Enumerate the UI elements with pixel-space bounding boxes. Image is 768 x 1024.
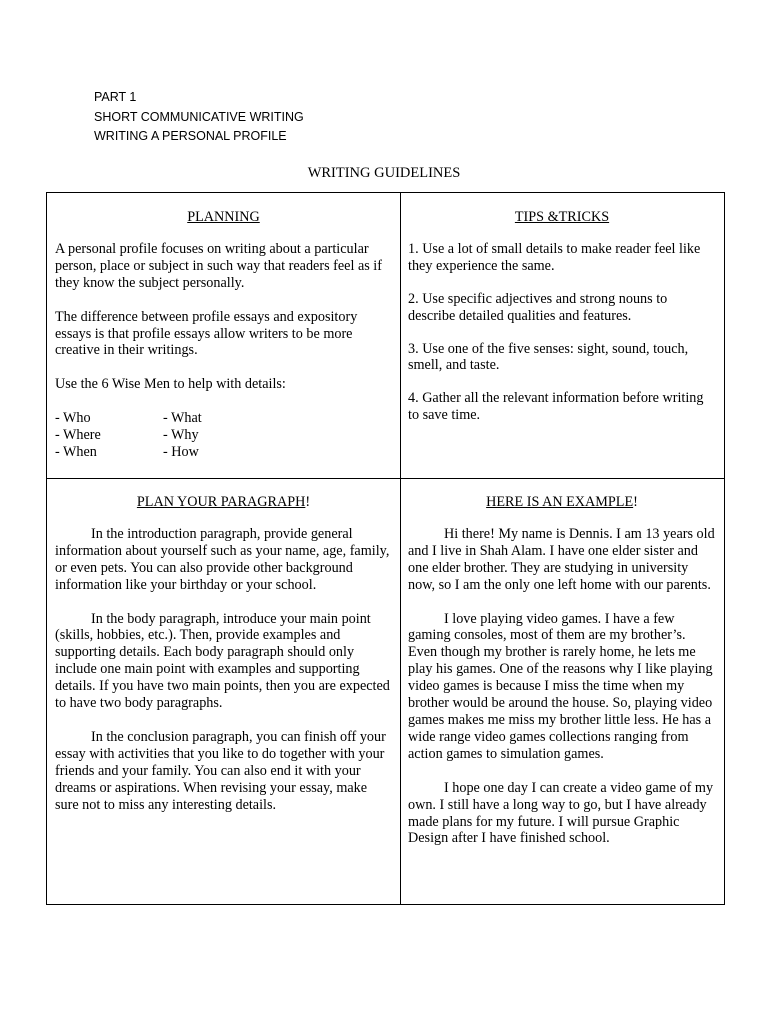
tip-item: 3. Use one of the five senses: sight, sound, touch, smell, and taste.	[408, 340, 689, 374]
plan-paragraph-cell	[47, 479, 401, 905]
tip-item: 1. Use a lot of small details to make reader feel like they experience the same.	[408, 240, 701, 274]
wise-why: - Why	[163, 427, 199, 444]
tips-cell	[401, 193, 725, 479]
document-header	[94, 88, 304, 147]
planning-cell	[47, 193, 401, 479]
planning-paragraph-3: Use the 6 Wise Men to help with details:	[55, 376, 286, 393]
example-heading-suffix: !	[633, 494, 638, 510]
planning-paragraph-1: A personal profile focuses on writing about a particular person, place or subject in such way that readers feel as if they know the subject personally.	[55, 240, 382, 291]
wise-how: - How	[163, 444, 199, 461]
tip-item: 2. Use specific adjectives and strong nouns to describe detailed qualities and features.	[408, 290, 668, 324]
document-title: WRITING GUIDELINES	[307, 165, 461, 181]
wise-when: - When	[55, 444, 97, 461]
table-row	[47, 193, 725, 479]
body-guidance: In the body paragraph, introduce your main point (skills, hobbies, etc.). Then, provide examples and supporting details. Each body paragraph should only include one main point with examples and supporting details. If you have two main points, then you are expected to have two body paragraphs.	[55, 610, 390, 712]
table-row	[47, 479, 725, 905]
example-paragraph-3: I hope one day I can create a video game of my own. I still have a long way to go, but I have already made plans for my future. I will pursue Graphic Design after I have finished school.	[408, 779, 714, 847]
example-paragraph-1: Hi there! My name is Dennis. I am 13 years old and I live in Shah Alam. I have one elder sister and one elder brother. They are studying in university now, so I am the only one left home with our parents.	[408, 525, 715, 593]
wise-where: - Where	[55, 427, 101, 444]
part-label: PART 1	[94, 90, 137, 104]
wise-what: - What	[163, 410, 202, 427]
section-label: SHORT COMMUNICATIVE WRITING	[94, 109, 304, 124]
wise-men-list	[55, 410, 392, 461]
example-paragraph-2: I love playing video games. I have a few gaming consoles, most of them are my brother’s. Even though my brother is rarely home, he lets me play his games. One of the reasons why I like playing video games is because I miss the time when my brother would be around the house. So, playing video games makes me miss my brother little less. He has a wide range video games collections ranging from action games to simulation games.	[408, 610, 713, 762]
conclusion-guidance: In the conclusion paragraph, you can finish off your essay with activities that you like to do together with your friends and your family. You can also end it with your dreams or aspirations. When revising your essay, make sure not to miss any interesting details.	[55, 728, 386, 813]
plan-paragraph-heading-suffix: !	[305, 494, 311, 510]
planning-paragraph-2: The difference between profile essays and expository essays is that profile essays allow writers to be more creative in their writings.	[55, 308, 358, 359]
planning-heading: PLANNING	[187, 209, 260, 225]
tip-item: 4. Gather all the relevant information before writing to save time.	[408, 390, 704, 424]
example-heading: HERE IS AN EXAMPLE	[486, 494, 634, 510]
topic-label: WRITING A PERSONAL PROFILE	[94, 129, 287, 143]
plan-paragraph-heading: PLAN YOUR PARAGRAPH	[136, 494, 306, 510]
example-cell	[401, 479, 725, 905]
intro-guidance: In the introduction paragraph, provide general information about yourself such as your name, age, family, or even pets. You can also provide other background information like your birthday or your school.	[55, 525, 390, 593]
guidelines-table	[46, 192, 725, 905]
wise-who: - Who	[55, 410, 91, 427]
tips-heading: TIPS &TRICKS	[514, 209, 610, 225]
